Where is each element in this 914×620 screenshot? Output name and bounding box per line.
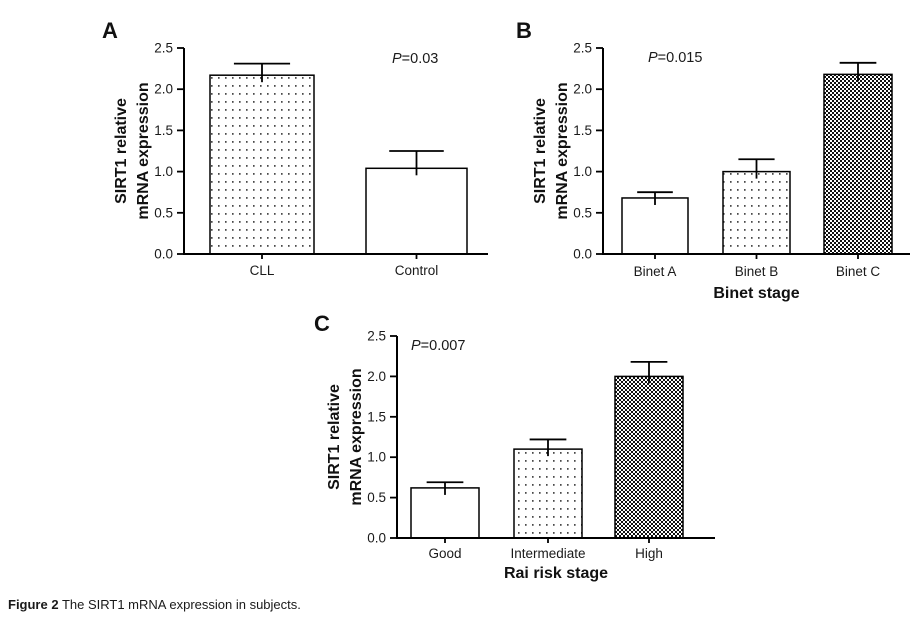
bar-Binet C bbox=[824, 74, 892, 254]
y-tick-label: 2.5 bbox=[573, 40, 592, 56]
x-axis-label: Binet stage bbox=[713, 285, 800, 302]
y-tick-label: 2.5 bbox=[154, 40, 173, 56]
category-label-Good: Good bbox=[428, 546, 462, 561]
y-tick-label: 1.0 bbox=[573, 164, 592, 180]
y-tick-label: 1.5 bbox=[573, 122, 592, 138]
y-axis-label: SIRT1 relative mRNA expression bbox=[532, 82, 571, 220]
y-tick-label: 0.5 bbox=[367, 490, 386, 506]
category-label-Control: Control bbox=[394, 263, 439, 278]
chart-panel-b bbox=[490, 10, 914, 310]
bar-Intermediate bbox=[514, 449, 582, 538]
bar-High bbox=[615, 376, 683, 538]
y-tick-label: 0.0 bbox=[573, 246, 592, 262]
bar-CLL bbox=[210, 75, 314, 254]
category-label-Intermediate: Intermediate bbox=[510, 546, 586, 561]
bar-Control bbox=[366, 168, 467, 254]
chart-panel-a bbox=[90, 10, 510, 300]
category-label-High: High bbox=[635, 546, 663, 561]
x-axis-label: Rai risk stage bbox=[503, 565, 609, 582]
chart-panel-c bbox=[285, 305, 725, 610]
y-axis-label: SIRT1 relative mRNA expression bbox=[113, 82, 152, 220]
bar-Binet A bbox=[622, 198, 688, 254]
y-tick-label: 0.5 bbox=[573, 205, 592, 221]
figure-caption bbox=[8, 597, 301, 612]
y-axis-label: SIRT1 relative mRNA expression bbox=[326, 368, 365, 506]
y-tick-label: 2.5 bbox=[367, 328, 386, 344]
y-tick-label: 2.0 bbox=[367, 368, 386, 384]
y-tick-label: 1.0 bbox=[367, 449, 386, 465]
panel-label-c: C bbox=[314, 311, 331, 336]
bar-Binet B bbox=[723, 172, 790, 254]
category-label-CLL: CLL bbox=[249, 263, 275, 278]
caption-text: The SIRT1 mRNA expression in subjects. bbox=[58, 597, 301, 612]
y-tick-label: 2.0 bbox=[573, 81, 592, 97]
y-tick-label: 1.0 bbox=[154, 164, 173, 180]
panel-label-b: B bbox=[516, 18, 533, 43]
y-tick-label: 2.0 bbox=[154, 81, 173, 97]
category-label-Binet B: Binet B bbox=[734, 264, 779, 279]
bar-Good bbox=[411, 488, 479, 538]
y-tick-label: 0.0 bbox=[367, 530, 386, 546]
caption-label: Figure 2 bbox=[8, 597, 59, 612]
panel-label-a: A bbox=[102, 18, 119, 43]
y-tick-label: 0.5 bbox=[154, 205, 173, 221]
p-value-label: P=0.015 bbox=[648, 50, 703, 66]
p-value-label: P=0.007 bbox=[411, 338, 466, 354]
y-tick-label: 0.0 bbox=[154, 246, 173, 262]
category-label-Binet A: Binet A bbox=[633, 264, 677, 279]
y-tick-label: 1.5 bbox=[367, 409, 386, 425]
p-value-label: P=0.03 bbox=[392, 51, 439, 67]
y-tick-label: 1.5 bbox=[154, 122, 173, 138]
category-label-Binet C: Binet C bbox=[835, 264, 881, 279]
